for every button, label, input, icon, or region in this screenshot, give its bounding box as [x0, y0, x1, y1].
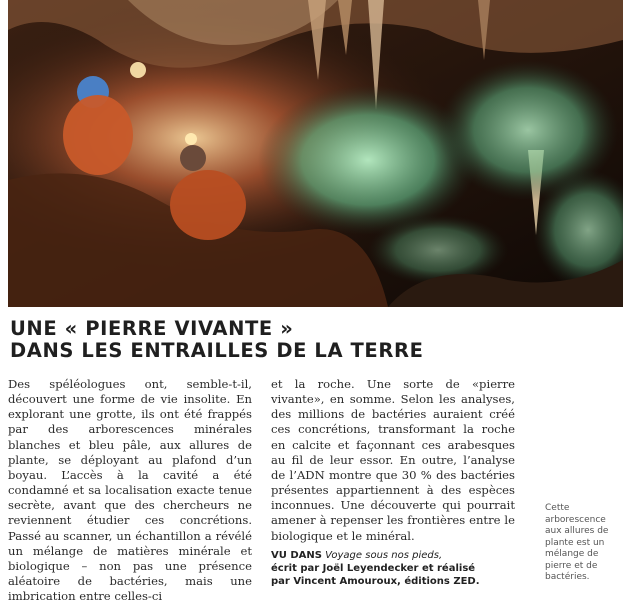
credit-label: VU DANS	[271, 549, 322, 561]
credit-publisher: par Vincent Amouroux, éditions ZED.	[271, 575, 480, 587]
source-credit	[271, 549, 515, 588]
body-column-2	[271, 377, 515, 588]
body-text-col2: et la roche. Une sorte de «pierre vivante», en somme. Selon les analyses, des millions de bactéries auraient créé ces concrétions, transformant la roche en calcite et façonnant ces arabesques au fil de leur essor. En outre, l’analyse de l’ADN montre que 30 % des bactéries présentes appartiennent à des espèces inconnues. Une découverte qui pourrait amener à repenser les frontières entre le biologique et le minéral.	[271, 377, 515, 543]
headline	[10, 318, 480, 362]
photo-caption: Cette arborescence aux allures de plante est un mélange de pierre et de bactéries.	[545, 503, 609, 582]
cave-photo-icon	[8, 0, 623, 307]
credit-author: écrit par Joël Leyendecker et réalisé	[271, 562, 476, 574]
headline-line-2: DANS LES ENTRAILLES DE LA TERRE	[10, 339, 424, 362]
cave-photo	[8, 0, 623, 307]
body-text-col1: Des spéléologues ont, semble-t-il, découvert une forme de vie insolite. En explorant une grotte, ils ont été frappés par des arborescences minérales blanches et bleu pâle, aux allures de plante, se déployant au plafond d’un boyau. L’accès à la cavité a été condamné et sa localisation exacte tenue secrète, avant que des chercheurs ne reviennent étudier ces concrétions. Passé au scanner, un échantillon a révélé un mélange de matières minérale et biologique – non pas une présence aléatoire de bactéries, mais une imbrication entre celles-ci	[8, 377, 252, 604]
credit-book-title: Voyage sous nos pieds,	[325, 549, 443, 561]
body-column-1	[8, 377, 252, 604]
headline-line-1: UNE « PIERRE VIVANTE »	[10, 317, 294, 340]
